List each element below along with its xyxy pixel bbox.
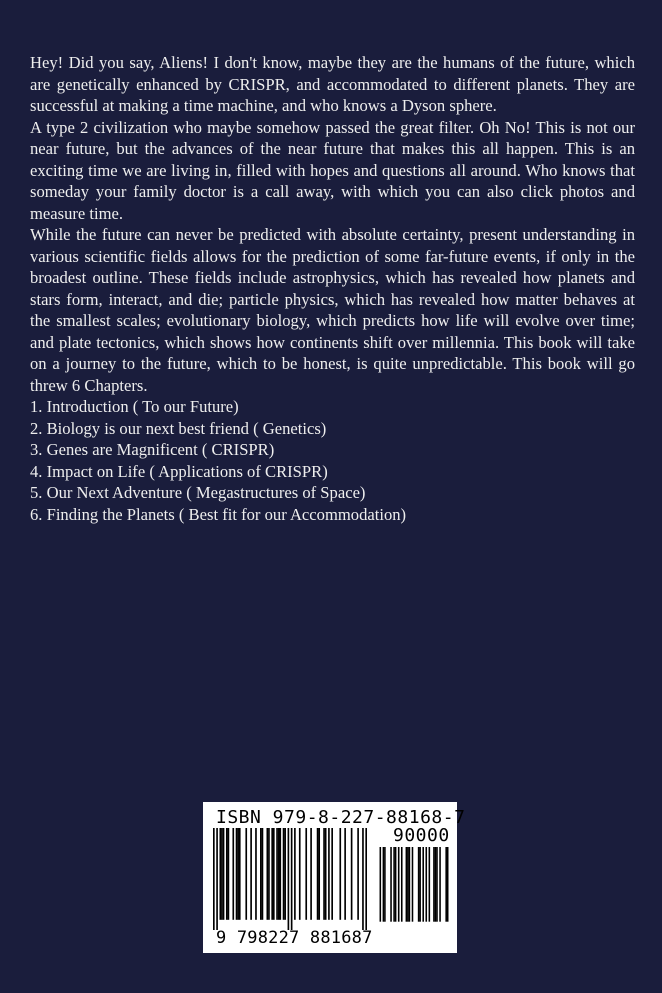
barcode-bar xyxy=(283,828,285,920)
chapter-item: 2. Biology is our next best friend ( Genetics) xyxy=(30,418,327,438)
barcode-bar xyxy=(291,828,293,930)
barcode-bar xyxy=(223,828,225,920)
barcode-bar xyxy=(445,847,447,922)
barcode-bar xyxy=(398,847,400,922)
barcode-bar xyxy=(318,828,320,920)
barcode-bar xyxy=(357,828,359,920)
barcode-bar xyxy=(433,847,435,922)
barcode-bar xyxy=(221,828,223,920)
barcode-bar xyxy=(284,828,286,920)
barcode-bar xyxy=(380,847,382,922)
barcode-bar xyxy=(279,828,281,920)
barcode-bar xyxy=(250,828,252,920)
barcode-bar xyxy=(362,828,364,930)
barcode-bar xyxy=(299,828,301,920)
barcode-bar xyxy=(255,828,257,920)
barcode-bar xyxy=(266,828,268,920)
barcode-bar xyxy=(425,847,427,922)
addon-bars xyxy=(378,847,450,930)
barcode-bar xyxy=(228,828,230,920)
barcode-bar xyxy=(409,847,411,922)
ean13-bars xyxy=(213,828,367,930)
barcode-bar xyxy=(339,828,341,920)
barcode-bar xyxy=(365,828,367,930)
chapter-item: 1. Introduction ( To our Future) xyxy=(30,397,239,416)
barcode-bar xyxy=(216,828,218,930)
barcode-bar xyxy=(288,828,290,930)
paragraph-intro: Hey! Did you say, Aliens! I don't know, maybe they are the humans of the future, which are genetically enhanced by CRISPR, and accommodated to different planets. They are successful at making a time machine, and who knows a Dyson sphere. xyxy=(30,53,635,115)
barcode-bar xyxy=(384,847,386,922)
barcode-bar xyxy=(393,847,395,922)
barcode-bar xyxy=(406,847,408,922)
barcode-bar xyxy=(447,847,449,922)
barcode-bar xyxy=(439,847,441,922)
barcode-bar xyxy=(325,828,327,920)
isbn-barcode xyxy=(203,802,466,953)
barcode-bar xyxy=(294,828,296,920)
barcode-bar xyxy=(418,847,420,922)
barcode-bar xyxy=(276,828,278,920)
barcode-bar xyxy=(271,828,273,920)
barcode-bar xyxy=(435,847,437,922)
barcode-bar xyxy=(407,847,409,922)
barcode-bar xyxy=(237,828,239,920)
barcode-bar xyxy=(245,828,247,920)
barcode-bar xyxy=(268,828,270,920)
barcode-bar xyxy=(236,828,238,920)
barcode-bar xyxy=(239,828,241,920)
barcode-bar xyxy=(390,847,392,922)
barcode-bar xyxy=(260,828,262,920)
price-addon-label: 90000 xyxy=(393,825,450,846)
isbn-label: ISBN 979-8-227-88168-7 xyxy=(216,807,466,828)
chapter-item: 3. Genes are Magnificent ( CRISPR) xyxy=(30,440,275,459)
barcode-bar xyxy=(213,828,215,930)
barcode-bar xyxy=(305,828,307,920)
barcode-bar xyxy=(429,847,431,922)
barcode-bar xyxy=(351,828,353,920)
back-cover-text xyxy=(30,52,635,525)
barcode-bar xyxy=(310,828,312,920)
barcode-bar xyxy=(401,847,403,922)
barcode-bar xyxy=(328,828,330,920)
barcode-bar xyxy=(436,847,438,922)
barcode-bar xyxy=(219,828,221,920)
barcode-bar xyxy=(344,828,346,920)
chapter-list xyxy=(30,396,635,525)
barcode-bar xyxy=(412,847,414,922)
chapter-item: 5. Our Next Adventure ( Megastructures of Space) xyxy=(30,483,366,502)
barcode-bar xyxy=(422,847,424,922)
barcode-bar xyxy=(226,828,228,920)
barcode-bar xyxy=(278,828,280,920)
barcode-digits: 9 798227 881687 xyxy=(216,928,373,948)
barcode-bar xyxy=(273,828,275,920)
barcode-bar xyxy=(262,828,264,920)
chapter-item: 6. Finding the Planets ( Best fit for our Accommodation) xyxy=(30,504,407,524)
barcode-bar xyxy=(395,847,397,922)
barcode-bar xyxy=(331,828,333,920)
barcode-bar xyxy=(232,828,234,920)
barcode-bar xyxy=(419,847,421,922)
barcode-bar xyxy=(383,847,385,922)
chapter-item: 4. Impact on Life ( Applications of CRISPR) xyxy=(30,461,328,481)
paragraph-civilization: A type 2 civilization who maybe somehow passed the great filter. Oh No! This is not our near future, but the advances of the near future that makes this all happen. This is an exciting time we are living in, filled with hopes and questions all around. Who knows that someday your family doctor is a call away, with which you can also click photos and measure time. xyxy=(30,117,635,223)
paragraph-future-science: While the future can never be predicted with absolute certainty, present understanding in various scientific fields allows for the prediction of some far-future events, if only in the broadest outline. These fields include astrophysics, which has revealed how planets and stars form, interact, and die; particle physics, which has revealed how matter behaves at the smallest scales; evolutionary biology, which predicts how life will evolve over time; and plate tectonics, which shows how continents shift over millennia. This book will take on a journey to the future, which to be honest, is quite unpredictable. This book will go threw 6 Chapters. xyxy=(30,225,635,395)
barcode-bar xyxy=(317,828,319,920)
barcode-bar xyxy=(323,828,325,920)
